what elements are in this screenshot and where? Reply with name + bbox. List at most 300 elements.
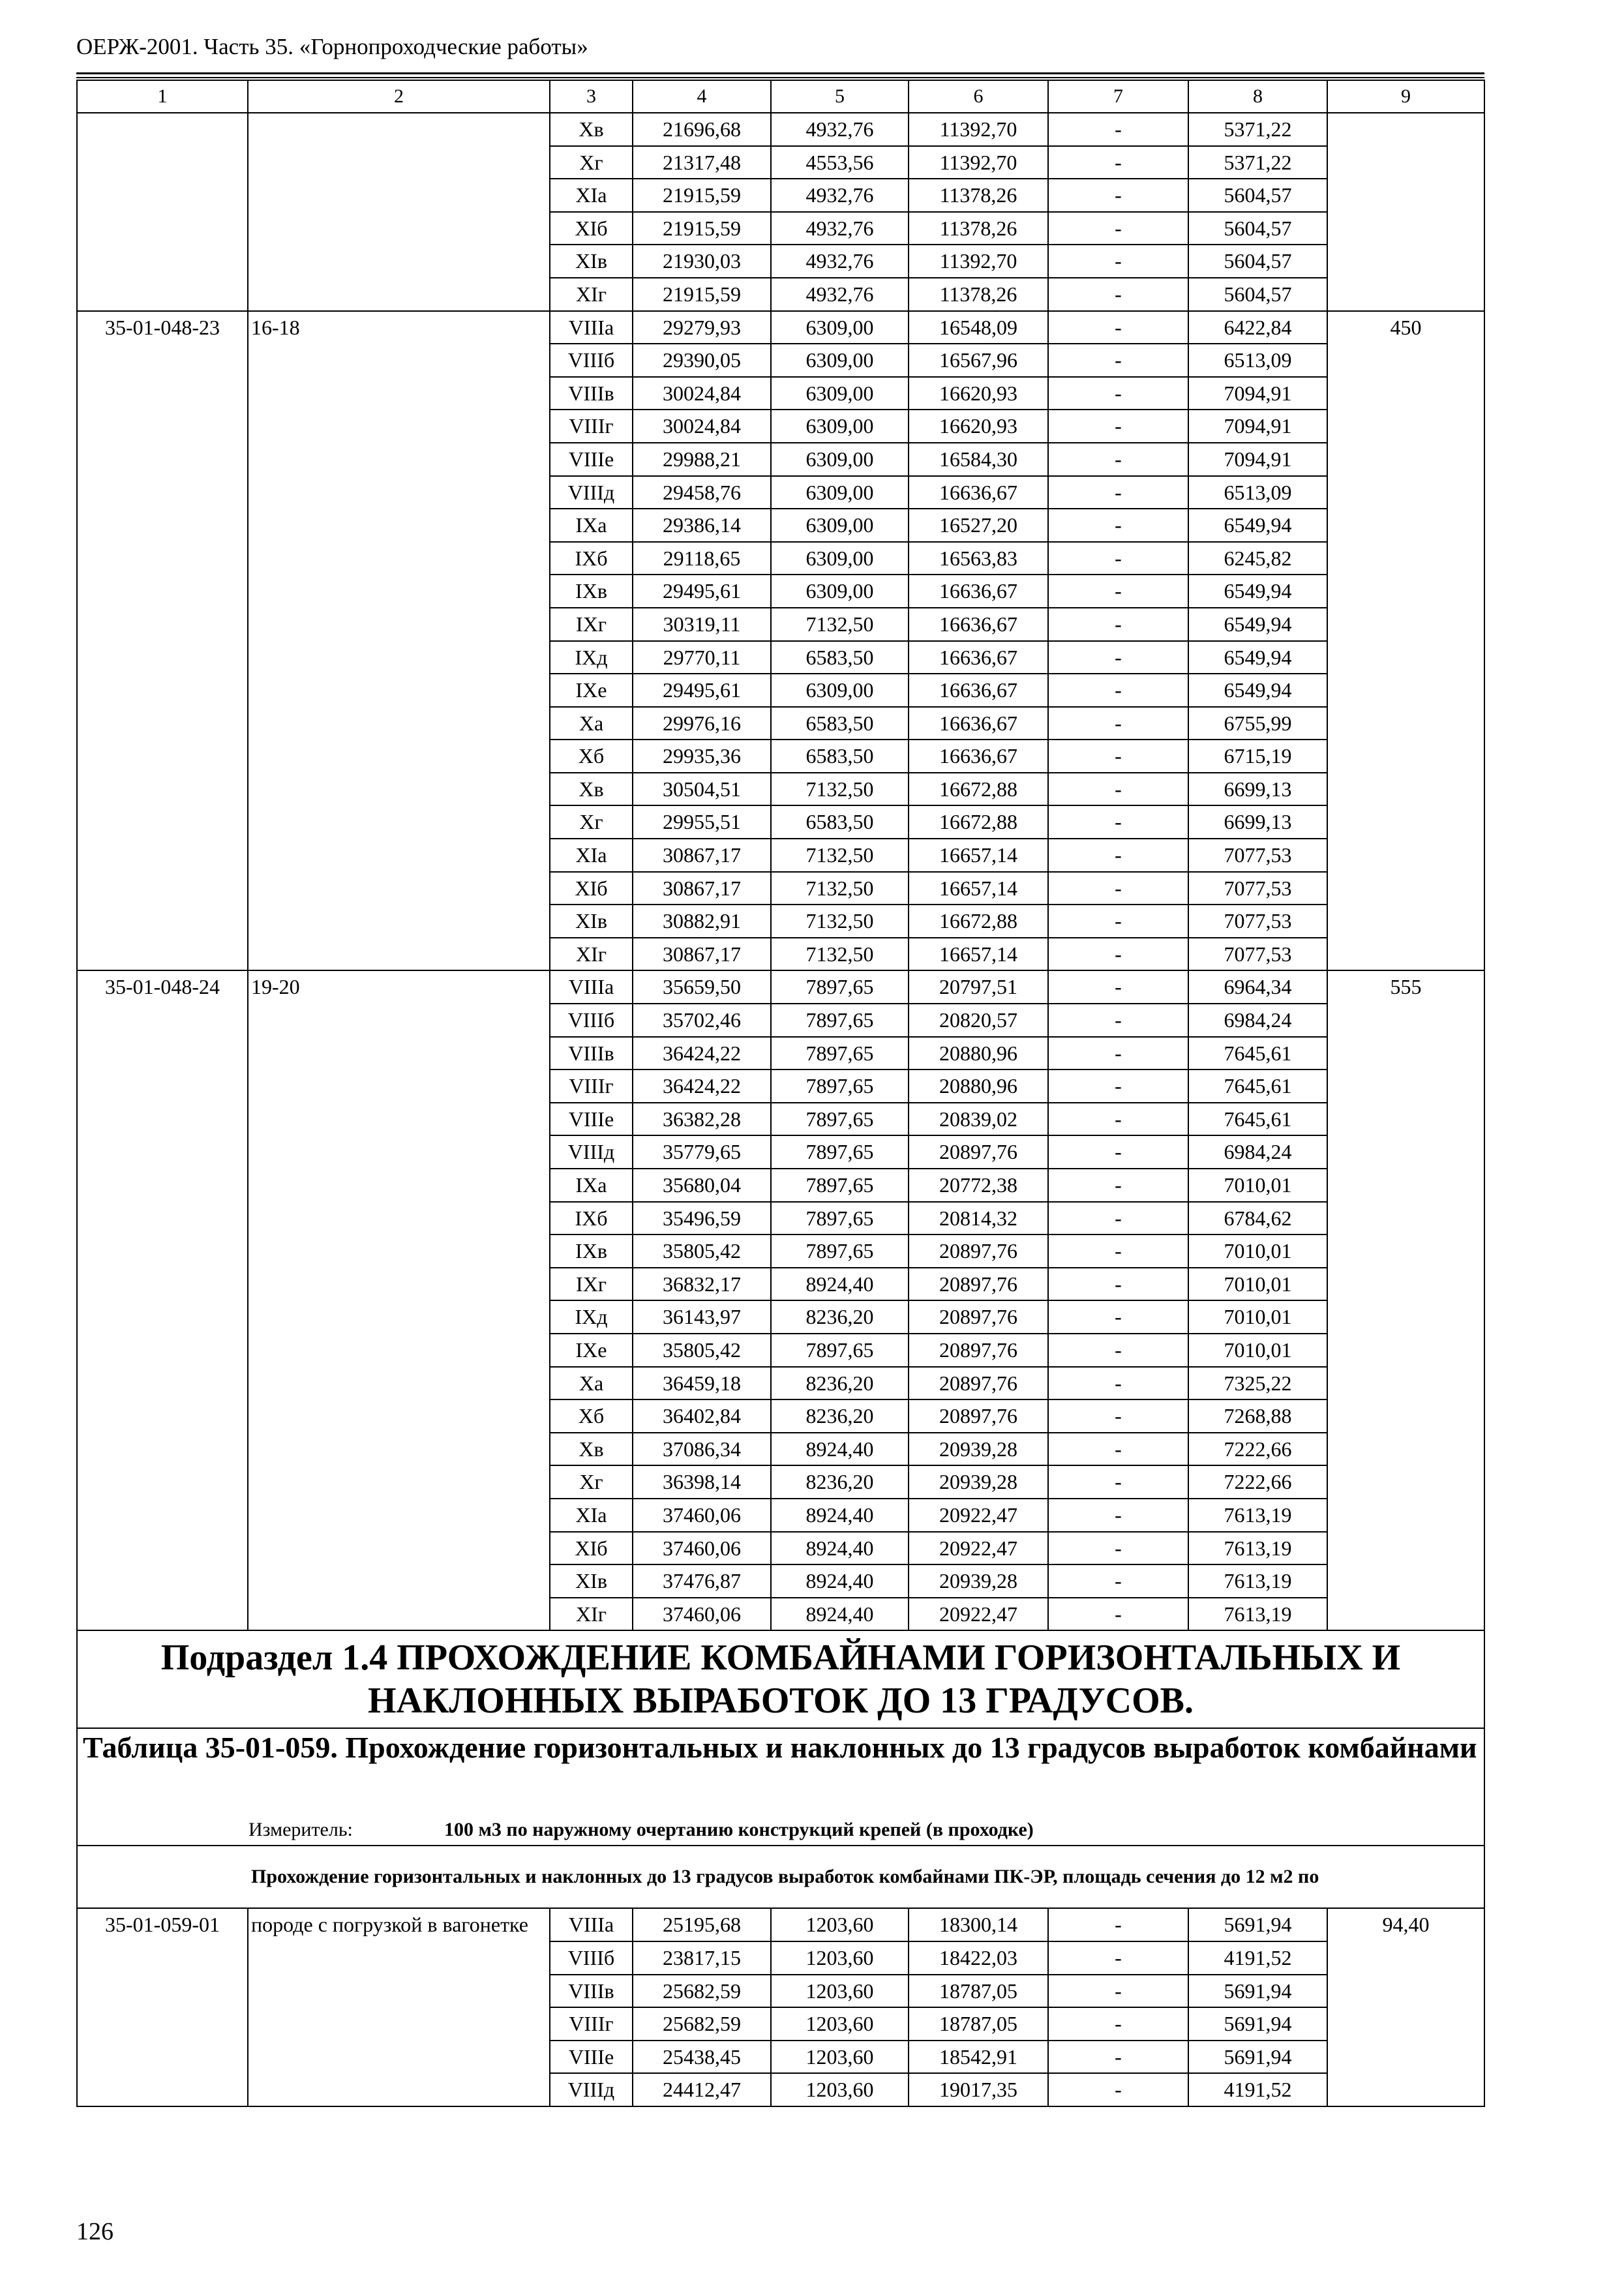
value-cell: 7132,50 [771, 872, 909, 905]
header-rule [76, 72, 1484, 74]
value-cell: 16636,67 [909, 740, 1048, 773]
value-cell: 1203,60 [771, 2041, 909, 2074]
value-cell: - [1048, 1268, 1188, 1301]
value-cell: 35779,65 [633, 1135, 771, 1169]
value-cell: 11392,70 [909, 146, 1048, 179]
value-cell: 7077,53 [1188, 905, 1327, 938]
value-cell: - [1048, 179, 1188, 212]
value-cell: 6422,84 [1188, 311, 1327, 344]
table-row [77, 970, 1484, 1004]
value-cell: 18300,14 [909, 1908, 1048, 1941]
value-cell: 7010,01 [1188, 1334, 1327, 1367]
value-cell: 16657,14 [909, 872, 1048, 905]
value-cell: 19017,35 [909, 2073, 1048, 2106]
value-cell: 1203,60 [771, 1975, 909, 2008]
column-number-row [77, 80, 1484, 113]
value-cell: - [1048, 1234, 1188, 1268]
value-cell: 6245,82 [1188, 542, 1327, 575]
value-cell: 18542,91 [909, 2041, 1048, 2074]
section-desc-row [77, 1846, 1484, 1908]
value-cell: 30867,17 [633, 839, 771, 872]
work-name: 19-20 [248, 970, 550, 1630]
value-cell: 7010,01 [1188, 1234, 1327, 1268]
rates-table [76, 80, 1485, 2107]
value-cell: 4932,76 [771, 212, 909, 245]
value-cell: - [1048, 476, 1188, 509]
value-cell: - [1048, 773, 1188, 806]
value-cell: - [1048, 1564, 1188, 1598]
zone-cell: VIIIа [550, 311, 633, 344]
zone-cell: IXб [550, 1202, 633, 1235]
value-cell: 8924,40 [771, 1598, 909, 1631]
value-cell: 29988,21 [633, 443, 771, 476]
value-cell: 6964,34 [1188, 970, 1327, 1004]
table-title: Таблица 35-01-059. Прохождение горизонтальных и наклонных до 13 градусов выработок комбайнами [83, 1731, 1477, 1765]
value-cell: 6309,00 [771, 674, 909, 707]
value-cell: - [1048, 278, 1188, 311]
zone-cell: IXв [550, 1234, 633, 1268]
page-header: ОЕРЖ-2001. Часть 35. «Горнопроходческие работы» [76, 34, 588, 59]
zone-cell: XIа [550, 839, 633, 872]
value-cell: 7010,01 [1188, 1300, 1327, 1334]
value-cell: 16584,30 [909, 443, 1048, 476]
value-cell: 25682,59 [633, 1975, 771, 2008]
value-cell: 36402,84 [633, 1399, 771, 1433]
value-cell: 23817,15 [633, 1941, 771, 1975]
zone-cell: VIIIв [550, 1037, 633, 1070]
value-cell: 1203,60 [771, 1908, 909, 1941]
meter-label: Измеритель: [248, 1819, 353, 1841]
value-cell: - [1048, 905, 1188, 938]
value-cell: 29976,16 [633, 707, 771, 740]
value-cell: 29955,51 [633, 805, 771, 839]
value-cell: 35702,46 [633, 1004, 771, 1037]
value-cell: 5691,94 [1188, 2041, 1327, 2074]
zone-cell: VIIIв [550, 377, 633, 410]
value-cell: 16563,83 [909, 542, 1048, 575]
value-cell: 16636,67 [909, 707, 1048, 740]
value-cell: 7897,65 [771, 1169, 909, 1202]
value-cell: 16527,20 [909, 509, 1048, 542]
value-cell: 20922,47 [909, 1598, 1048, 1631]
value-cell: 6583,50 [771, 641, 909, 674]
value-cell: 7897,65 [771, 970, 909, 1004]
zone-cell: VIIIб [550, 1941, 633, 1975]
work-name: породе с погрузкой в вагонетке [248, 1908, 550, 2106]
value-cell: 7897,65 [771, 1334, 909, 1367]
value-cell: - [1048, 1598, 1188, 1631]
zone-cell: XIг [550, 1598, 633, 1631]
value-cell: 8924,40 [771, 1532, 909, 1565]
value-cell: 20820,57 [909, 1004, 1048, 1037]
zone-cell: XIб [550, 212, 633, 245]
value-cell: 29390,05 [633, 344, 771, 377]
zone-cell: VIIIе [550, 443, 633, 476]
value-cell: 6583,50 [771, 707, 909, 740]
value-cell: 20814,32 [909, 1202, 1048, 1235]
zone-cell: Xв [550, 1433, 633, 1466]
value-cell: 7897,65 [771, 1135, 909, 1169]
value-cell: 6755,99 [1188, 707, 1327, 740]
value-cell: - [1048, 2073, 1188, 2106]
value-cell: 6549,94 [1188, 641, 1327, 674]
value-cell: 16636,67 [909, 641, 1048, 674]
value-cell: 7897,65 [771, 1070, 909, 1103]
value-cell: 7010,01 [1188, 1268, 1327, 1301]
value-cell: 4191,52 [1188, 1941, 1327, 1975]
value-cell: 4553,56 [771, 146, 909, 179]
value-cell: 7613,19 [1188, 1532, 1327, 1565]
value-cell: 20897,76 [909, 1399, 1048, 1433]
value-cell: 6513,09 [1188, 344, 1327, 377]
value-cell: 35659,50 [633, 970, 771, 1004]
value-cell: - [1048, 1037, 1188, 1070]
value-cell: 29386,14 [633, 509, 771, 542]
value-cell: 11392,70 [909, 245, 1048, 278]
subsection-title: Подраздел 1.4 ПРОХОЖДЕНИЕ КОМБАЙНАМИ ГОРИЗОНТАЛЬНЫХ И НАКЛОННЫХ ВЫРАБОТОК ДО 13 ГРАДУСОВ. [77, 1630, 1484, 1728]
value-cell: 16657,14 [909, 839, 1048, 872]
value-cell: 6549,94 [1188, 509, 1327, 542]
zone-cell: XIа [550, 1499, 633, 1532]
value-cell: 20939,28 [909, 1564, 1048, 1598]
value-cell: 7077,53 [1188, 872, 1327, 905]
value-cell: - [1048, 1300, 1188, 1334]
value-cell: 11378,26 [909, 212, 1048, 245]
value-cell: - [1048, 245, 1188, 278]
rates-table-wrap [76, 80, 1485, 2107]
work-name: 16-18 [248, 311, 550, 971]
value-cell: 6699,13 [1188, 773, 1327, 806]
value-cell: 16636,67 [909, 575, 1048, 608]
value-cell: 7897,65 [771, 1103, 909, 1136]
value-cell: 37086,34 [633, 1433, 771, 1466]
zone-cell: Xа [550, 707, 633, 740]
column9-value: 450 [1327, 311, 1484, 971]
value-cell: 8924,40 [771, 1564, 909, 1598]
zone-cell: IXв [550, 575, 633, 608]
value-cell: - [1048, 1004, 1188, 1037]
value-cell: 6583,50 [771, 805, 909, 839]
value-cell: 6309,00 [771, 410, 909, 443]
value-cell: 21930,03 [633, 245, 771, 278]
value-cell: 30867,17 [633, 938, 771, 971]
work-name [248, 113, 550, 311]
value-cell: 20897,76 [909, 1367, 1048, 1400]
value-cell: - [1048, 1975, 1188, 2008]
value-cell: - [1048, 1399, 1188, 1433]
value-cell: 16636,67 [909, 674, 1048, 707]
value-cell: 20772,38 [909, 1169, 1048, 1202]
value-cell: 6513,09 [1188, 476, 1327, 509]
rate-code: 35-01-048-24 [77, 970, 248, 1630]
value-cell: 16672,88 [909, 773, 1048, 806]
value-cell: 4932,76 [771, 278, 909, 311]
value-cell: 29279,93 [633, 311, 771, 344]
value-cell: - [1048, 674, 1188, 707]
value-cell: 37460,06 [633, 1499, 771, 1532]
value-cell: 6984,24 [1188, 1004, 1327, 1037]
value-cell: 6549,94 [1188, 674, 1327, 707]
value-cell: 29495,61 [633, 674, 771, 707]
value-cell: 21915,59 [633, 179, 771, 212]
value-cell: 4932,76 [771, 179, 909, 212]
column-number: 2 [248, 80, 550, 113]
value-cell: 1203,60 [771, 2007, 909, 2041]
zone-cell: IXд [550, 641, 633, 674]
value-cell: 21696,68 [633, 113, 771, 146]
value-cell: 8924,40 [771, 1499, 909, 1532]
value-cell: 7222,66 [1188, 1433, 1327, 1466]
value-cell: 30882,91 [633, 905, 771, 938]
value-cell: 6309,00 [771, 377, 909, 410]
zone-cell: XIб [550, 872, 633, 905]
rate-code: 35-01-059-01 [77, 1908, 248, 2106]
value-cell: 20897,76 [909, 1300, 1048, 1334]
value-cell: 37460,06 [633, 1598, 771, 1631]
value-cell: 7645,61 [1188, 1037, 1327, 1070]
header-rule-thin [76, 77, 1484, 78]
value-cell: - [1048, 212, 1188, 245]
value-cell: 6309,00 [771, 311, 909, 344]
value-cell: 18787,05 [909, 1975, 1048, 2008]
column-number: 1 [77, 80, 248, 113]
value-cell: 30504,51 [633, 773, 771, 806]
value-cell: 25195,68 [633, 1908, 771, 1941]
value-cell: 6784,62 [1188, 1202, 1327, 1235]
value-cell: 8236,20 [771, 1367, 909, 1400]
value-cell: - [1048, 542, 1188, 575]
value-cell: 29118,65 [633, 542, 771, 575]
value-cell: 5604,57 [1188, 245, 1327, 278]
value-cell: 30867,17 [633, 872, 771, 905]
value-cell: 11392,70 [909, 113, 1048, 146]
value-cell: 29935,36 [633, 740, 771, 773]
zone-cell: VIIIв [550, 1975, 633, 2008]
value-cell: 21915,59 [633, 212, 771, 245]
value-cell: 4932,76 [771, 113, 909, 146]
table-row [77, 1908, 1484, 1941]
value-cell: 20897,76 [909, 1135, 1048, 1169]
value-cell: - [1048, 1532, 1188, 1565]
value-cell: 7268,88 [1188, 1399, 1327, 1433]
zone-cell: XIа [550, 179, 633, 212]
value-cell: 5691,94 [1188, 1975, 1327, 2008]
page-number: 126 [76, 2218, 113, 2245]
value-cell: 8236,20 [771, 1399, 909, 1433]
zone-cell: VIIIе [550, 2041, 633, 2074]
table-title-cell [77, 1728, 1484, 1846]
value-cell: 29770,11 [633, 641, 771, 674]
zone-cell: Xг [550, 1465, 633, 1499]
value-cell: - [1048, 1202, 1188, 1235]
value-cell: 7132,50 [771, 938, 909, 971]
value-cell: 30319,11 [633, 608, 771, 641]
value-cell: 20880,96 [909, 1037, 1048, 1070]
column-number: 9 [1327, 80, 1484, 113]
value-cell: 6715,19 [1188, 740, 1327, 773]
value-cell: - [1048, 113, 1188, 146]
value-cell: 37476,87 [633, 1564, 771, 1598]
value-cell: 5604,57 [1188, 179, 1327, 212]
value-cell: 5604,57 [1188, 212, 1327, 245]
value-cell: - [1048, 311, 1188, 344]
value-cell: - [1048, 1103, 1188, 1136]
value-cell: - [1048, 938, 1188, 971]
value-cell: 35805,42 [633, 1234, 771, 1268]
zone-cell: VIIIб [550, 1004, 633, 1037]
meter-value: 100 м3 по наружному очертанию конструкций крепей (в проходке) [444, 1819, 1034, 1841]
zone-cell: VIIIг [550, 2007, 633, 2041]
value-cell: - [1048, 443, 1188, 476]
value-cell: 11378,26 [909, 278, 1048, 311]
value-cell: 16657,14 [909, 938, 1048, 971]
value-cell: 7897,65 [771, 1234, 909, 1268]
value-cell: - [1048, 1135, 1188, 1169]
value-cell: - [1048, 970, 1188, 1004]
value-cell: - [1048, 1334, 1188, 1367]
column9-value: 555 [1327, 970, 1484, 1630]
value-cell: 20939,28 [909, 1465, 1048, 1499]
value-cell: 16672,88 [909, 805, 1048, 839]
value-cell: - [1048, 1433, 1188, 1466]
value-cell: 35680,04 [633, 1169, 771, 1202]
value-cell: - [1048, 1465, 1188, 1499]
value-cell: 7094,91 [1188, 377, 1327, 410]
zone-cell: Xг [550, 805, 633, 839]
value-cell: 7645,61 [1188, 1103, 1327, 1136]
value-cell: 7132,50 [771, 608, 909, 641]
value-cell: 7897,65 [771, 1004, 909, 1037]
value-cell: 11378,26 [909, 179, 1048, 212]
zone-cell: Xв [550, 113, 633, 146]
zone-cell: VIIIг [550, 1070, 633, 1103]
value-cell: 20880,96 [909, 1070, 1048, 1103]
value-cell: 18787,05 [909, 2007, 1048, 2041]
table-row [77, 311, 1484, 344]
value-cell: 6309,00 [771, 509, 909, 542]
value-cell: - [1048, 344, 1188, 377]
value-cell: 20897,76 [909, 1268, 1048, 1301]
value-cell: 20839,02 [909, 1103, 1048, 1136]
column-number: 8 [1188, 80, 1327, 113]
zone-cell: VIIIд [550, 476, 633, 509]
value-cell: 6549,94 [1188, 608, 1327, 641]
value-cell: 20897,76 [909, 1234, 1048, 1268]
value-cell: 7222,66 [1188, 1465, 1327, 1499]
zone-cell: IXа [550, 1169, 633, 1202]
value-cell: - [1048, 839, 1188, 872]
value-cell: 16567,96 [909, 344, 1048, 377]
value-cell: 7613,19 [1188, 1598, 1327, 1631]
value-cell: 36424,22 [633, 1070, 771, 1103]
value-cell: 16636,67 [909, 608, 1048, 641]
value-cell: 4932,76 [771, 245, 909, 278]
value-cell: 36143,97 [633, 1300, 771, 1334]
zone-cell: Xб [550, 740, 633, 773]
zone-cell: VIIIг [550, 410, 633, 443]
zone-cell: IXг [550, 608, 633, 641]
value-cell: 36398,14 [633, 1465, 771, 1499]
value-cell: - [1048, 1499, 1188, 1532]
value-cell: 36382,28 [633, 1103, 771, 1136]
zone-cell: XIг [550, 278, 633, 311]
value-cell: 6309,00 [771, 542, 909, 575]
zone-cell: VIIIб [550, 344, 633, 377]
value-cell: 7645,61 [1188, 1070, 1327, 1103]
value-cell: 7077,53 [1188, 839, 1327, 872]
value-cell: 7897,65 [771, 1202, 909, 1235]
zone-cell: XIв [550, 1564, 633, 1598]
value-cell: 6549,94 [1188, 575, 1327, 608]
zone-cell: IXа [550, 509, 633, 542]
value-cell: - [1048, 1367, 1188, 1400]
value-cell: 18422,03 [909, 1941, 1048, 1975]
value-cell: 7010,01 [1188, 1169, 1327, 1202]
meter-line [248, 1815, 1034, 1845]
value-cell: - [1048, 1941, 1188, 1975]
value-cell: 6583,50 [771, 740, 909, 773]
value-cell: 1203,60 [771, 2073, 909, 2106]
value-cell: 6309,00 [771, 443, 909, 476]
value-cell: 6699,13 [1188, 805, 1327, 839]
value-cell: - [1048, 377, 1188, 410]
value-cell: 7613,19 [1188, 1564, 1327, 1598]
zone-cell: XIв [550, 905, 633, 938]
zone-cell: IXб [550, 542, 633, 575]
column-number: 4 [633, 80, 771, 113]
value-cell: 21915,59 [633, 278, 771, 311]
value-cell: 20922,47 [909, 1532, 1048, 1565]
column-number: 7 [1048, 80, 1188, 113]
section-description: Прохождение горизонтальных и наклонных до 13 градусов выработок комбайнами ПК-ЭР, площадь сечения до 12 м2 по [77, 1846, 1484, 1908]
value-cell: 7132,50 [771, 905, 909, 938]
subsection-row [77, 1630, 1484, 1728]
zone-cell: XIг [550, 938, 633, 971]
value-cell: 5691,94 [1188, 1908, 1327, 1941]
zone-cell: IXг [550, 1268, 633, 1301]
value-cell: 7325,22 [1188, 1367, 1327, 1400]
value-cell: 7132,50 [771, 839, 909, 872]
value-cell: 6309,00 [771, 575, 909, 608]
rate-code: 35-01-048-23 [77, 311, 248, 971]
value-cell: 16636,67 [909, 476, 1048, 509]
value-cell: 7132,50 [771, 773, 909, 806]
value-cell: 4191,52 [1188, 2073, 1327, 2106]
value-cell: - [1048, 1169, 1188, 1202]
value-cell: 5604,57 [1188, 278, 1327, 311]
value-cell: 8236,20 [771, 1465, 909, 1499]
value-cell: - [1048, 707, 1188, 740]
zone-cell: VIIIд [550, 2073, 633, 2106]
zone-cell: VIIIа [550, 1908, 633, 1941]
value-cell: - [1048, 410, 1188, 443]
value-cell: 8236,20 [771, 1300, 909, 1334]
table-row [77, 113, 1484, 146]
zone-cell: XIв [550, 245, 633, 278]
value-cell: - [1048, 608, 1188, 641]
value-cell: 36424,22 [633, 1037, 771, 1070]
value-cell: 6309,00 [771, 344, 909, 377]
value-cell: 1203,60 [771, 1941, 909, 1975]
value-cell: 36459,18 [633, 1367, 771, 1400]
value-cell: - [1048, 2041, 1188, 2074]
zone-cell: Xв [550, 773, 633, 806]
zone-cell: Xа [550, 1367, 633, 1400]
zone-cell: Xг [550, 146, 633, 179]
value-cell: - [1048, 872, 1188, 905]
zone-cell: Xб [550, 1399, 633, 1433]
zone-cell: IXе [550, 674, 633, 707]
